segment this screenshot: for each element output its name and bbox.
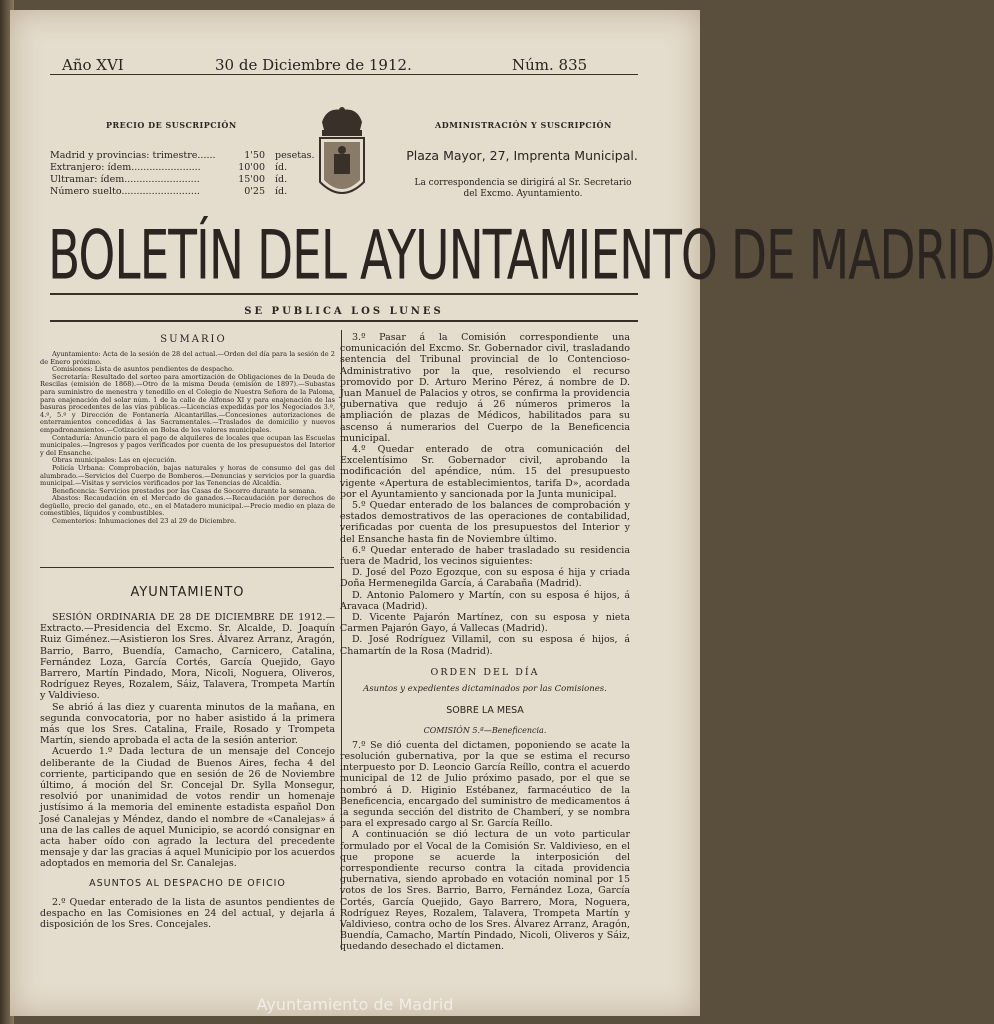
orden-heading: ORDEN DEL DÍA <box>430 666 540 678</box>
dictamen-paragraph: 7.º Se dió cuenta del dictamen, poponiendo se acate la resolución gubernativa, por la que se estima el recurso interpuesto por D. Leoncio García Reíllo, contra el acuerdo municipal de 12 de Julio próximo pasado, por el que se nombró á D. Higinio Estébanez, farmacéutico de la Beneficencia, encargado del suministro de medicamentos á la segunda sección del distrito de Chamberí, y se nombra para el expresado cargo al Sr. García Reíllo. <box>340 739 630 830</box>
acuerdo-paragraph: 3.º Pasar á la Comisión correspondiente una comunicación del Excmo. Sr. Gobernador civil, trasladando sentencia del Tribunal provincial de lo Contencioso-Administrativo por la que, resolviendo el recurso promovido por D. Arturo Merino Pérez, á nombre de D. Juan Manuel de Palacios y otros, se confirma la providencia gubernativa que redujo á 26 números primeros la ampliación de plazas de Médicos, habilitados para su ascenso á numerarios del Cuerpo de la Beneficencia municipal. <box>340 332 630 444</box>
sumario-heading: SUMARIO <box>160 334 227 345</box>
resident-entry: D. José del Pozo Egozque, con su esposa é hija y criada Doña Hermenegilda García, á Carabaña (Madrid). <box>340 567 630 590</box>
asuntos-heading: ASUNTOS AL DESPACHO DE OFICIO <box>89 877 286 889</box>
sumario-entry: Secretaría: Resultado del sorteo para amortización de Obligaciones de la Deuda de Rescilas (emisión de 1868).—Otro de la misma Deuda (emisión de 1897).—Subastas para suministro de menestra y tenedillo en el Colegio de Nuestra Señora de la Paloma, para enajenación del solar núm. 1 de la calle de Alfonso XI y para enajenación de las basuras procedentes de las vías públicas.—Licencias expedidas por los Negociados 3.º, 4.º, 5.º y Dirección de Fontanería Alcantarillas.—Concesiones autorizaciones de enterramientos concedidas á las Sacramentales.—Traslados de domicilio y nuevos empadronamientos.—Cotización en Bolsa de los valores municipales. <box>40 372 335 434</box>
orden-subheading: Asuntos y expedientes dictaminados por las Comisiones. <box>363 684 607 695</box>
price-row <box>50 150 330 162</box>
acuerdo-paragraph: 4.º Quedar enterado de otra comunicación del Excelentísimo Sr. Gobernador civil, aprobando la modificación del apéndice, núm. 15 del presupuesto vigente «Apertura de establecimientos, tarifa D», acordada por el Ayuntamiento y sancionada por la Junta municipal. <box>340 444 630 500</box>
newspaper-page <box>10 10 994 1016</box>
administration-heading: ADMINISTRACIÓN Y SUSCRIPCIÓN <box>435 120 612 130</box>
price-unit: pesetas. <box>275 150 315 161</box>
resident-entry: D. Vicente Pajarón Martínez, con su esposa y nieta Carmen Pajarón Gayo, á Vallecas (Madrid). <box>340 612 630 635</box>
issue-date: 30 de Diciembre de 1912. <box>215 56 412 74</box>
section-rule <box>40 567 334 568</box>
acuerdo-paragraph: 5.º Quedar enterado de los balances de comprobación y estados demostrativos de las operaciones de contabilidad, verificadas por cuenta de los presupuestos del Interior y del Ensanche hasta fin de Noviembre último. <box>340 500 630 545</box>
archive-watermark: Ayuntamiento de Madrid <box>256 995 454 1014</box>
sumario-entry: Abastos: Recaudación en el Mercado de ganados.—Recaudación por derechos de degüello, precio del ganado, etc., en el Matadero municipal.—Precio medio en plaza de comestibles, líquidos y combustibles. <box>40 494 335 518</box>
sumario-entry: Ayuntamiento: Acta de la sesión de 28 del actual.—Orden del día para la sesión de 2 de Enero próximo. <box>40 350 335 366</box>
mesa-heading: SOBRE LA MESA <box>446 705 524 717</box>
price-label: Madrid y provincias: trimestre...... <box>50 150 216 161</box>
title-rule <box>50 293 638 295</box>
price-label: Extranjero: ídem....................... <box>50 162 201 173</box>
sumario-entry: Cementerios: Inhumaciones del 23 al 29 de Diciembre. <box>52 517 237 526</box>
acuerdo-paragraph: 6.º Quedar enterado de haber trasladado su residencia fuera de Madrid, los vecinos siguientes: <box>340 544 630 568</box>
price-amount: 15'00 <box>238 174 265 185</box>
correspondence-line: La correspondencia se dirigirá al Sr. Secretario <box>414 178 632 188</box>
right-column <box>340 332 630 953</box>
resident-entry: D. José Rodríguez Villamil, con su esposa é hijos, á Chamartín de la Rosa (Madrid). <box>340 634 630 657</box>
top-rule <box>50 74 638 75</box>
ayuntamiento-heading: AYUNTAMIENTO <box>130 585 245 600</box>
session-paragraph: SESIÓN ORDINARIA DE 28 DE DICIEMBRE DE 1912.—Extracto.—Presidencia del Excmo. Sr. Alcalde, D. Joaquín Ruiz Giménez.—Asistieron los Sres. Álvarez Arranz, Aragón, Barrio, Barro, Buendía, Camacho, Carnicero, Catalina, Fernández Loza, García Cortés, García Quejido, Gayo Barrero, Martín Pindado, Mora, Nicoli, Noguera, Oliveros, Rodríguez Reyes, Rozalem, Sáiz, Talavera, Trompeta Martín y Valdivieso. <box>40 612 335 702</box>
sumario-entry: Beneficencia: Servicios prestados por las Casas de Socorro durante la semana. <box>52 486 317 495</box>
session-paragraph: Acuerdo 1.º Dada lectura de un mensaje del Concejo deliberante de la Ciudad de Buenos Aires, fecha 4 del corriente, participando que en sesión de 26 de Noviembre último, á moción del Sr. Concejal Dr. Sylla Monsegur, resolvió por unanimidad de votos rendir un homenaje justísimo á la memoria del eminente estadista español Don José Canalejas y Méndez, dando el nombre de «Canalejas» á una de las calles de aquel Municipio, se acordó consignar en acta haber oído con agrado la lectura del precedente mensaje y dar las gracias á aquel Municipio por los acuerdos adoptados en memoria del Sr. Canalejas. <box>40 746 335 870</box>
correspondence-line: del Excmo. Ayuntamiento. <box>463 189 583 199</box>
price-amount: 1'50 <box>244 150 265 161</box>
price-unit: íd. <box>275 174 288 185</box>
price-amount: 10'00 <box>238 162 265 173</box>
subtitle-rule <box>50 320 638 322</box>
newspaper-title: BOLETÍN DEL AYUNTAMIENTO DE MADRID <box>48 216 994 296</box>
price-amount: 0'25 <box>244 186 265 197</box>
price-label: Número suelto.......................... <box>50 186 200 197</box>
price-row <box>50 186 330 198</box>
price-label: Ultramar: ídem......................... <box>50 174 200 185</box>
madrid-coat-of-arms-icon <box>312 102 372 212</box>
issue-number: Núm. 835 <box>512 56 588 74</box>
price-unit: íd. <box>275 162 288 173</box>
subscription-price-table <box>50 150 330 198</box>
correspondence-note <box>402 178 644 200</box>
sumario-entry: Comisiones: Lista de asuntos pendientes de despacho. <box>52 365 235 374</box>
sumario-entry: Obras municipales: Las en ejecución. <box>52 456 177 465</box>
sumario-section <box>40 333 335 526</box>
sumario-entry: Policía Urbana: Comprobación, bajas naturales y horas de consumo del gas del alumbrado.—Servicios del Cuerpo de Bomberos.—Denuncias y servicios por la guardia municipal.—Visitas y servicios verificados por las Tenencias de Alcaldía. <box>40 463 335 488</box>
price-unit: íd. <box>275 186 288 197</box>
ayuntamiento-section <box>40 584 335 930</box>
dictamen-paragraph: A continuación se dió lectura de un voto particular formulado por el Vocal de la Comisión Sr. Valdivieso, en el que propone se acuerde la interposición del correspondiente recurso contra la citada providencia gubernativa, siendo aprobado en votación nominal por 15 votos de los Sres. Barrio, Barro, Fernández Loza, García Cortés, García Quejido, Gayo Barrero, Mora, Noguera, Rodríguez Reyes, Rozalem, Talavera, Trompeta Martín y Valdivieso, contra ocho de los Sres. Álvarez Arranz, Aragón, Buendía, Camacho, Martín Pindado, Nicoli, Oliveros y Sáiz, quedando desechado el dictamen. <box>340 829 630 953</box>
comision-heading: COMISIÓN 5.ª—Beneficencia. <box>423 725 547 735</box>
asuntos-paragraph: 2.º Quedar enterado de la lista de asuntos pendientes de despacho en las Comisiones en 24 del actual, y dejarla á disposición de los Sres. Concejales. <box>40 896 335 931</box>
resident-entry: D. Antonio Palomero y Martín, con su esposa é hijos, á Aravaca (Madrid). <box>340 589 630 612</box>
administration-address: Plaza Mayor, 27, Imprenta Municipal. <box>406 148 638 163</box>
publication-frequency: SE PUBLICA LOS LUNES <box>244 306 444 317</box>
year-label: Año XVI <box>62 56 124 74</box>
price-row <box>50 162 330 174</box>
sumario-entry: Contaduría: Anuncio para el pago de alquileres de locales que ocupan las Escuelas municipales.—Ingresos y pagos verificados por cuenta de los presupuestos del Interior y del Ensanche. <box>40 433 335 457</box>
masthead-dateline <box>50 48 660 80</box>
subscription-heading: PRECIO DE SUSCRIPCIÓN <box>106 120 237 130</box>
price-row <box>50 174 330 186</box>
session-paragraph: Se abrió á las diez y cuarenta minutos de la mañana, en segunda convocatoria, por no haber asistido á la primera más que los Sres. Catalina, Fraile, Rosado y Trompeta Martín, siendo aprobada el acta de la sesión anterior. <box>40 701 335 747</box>
